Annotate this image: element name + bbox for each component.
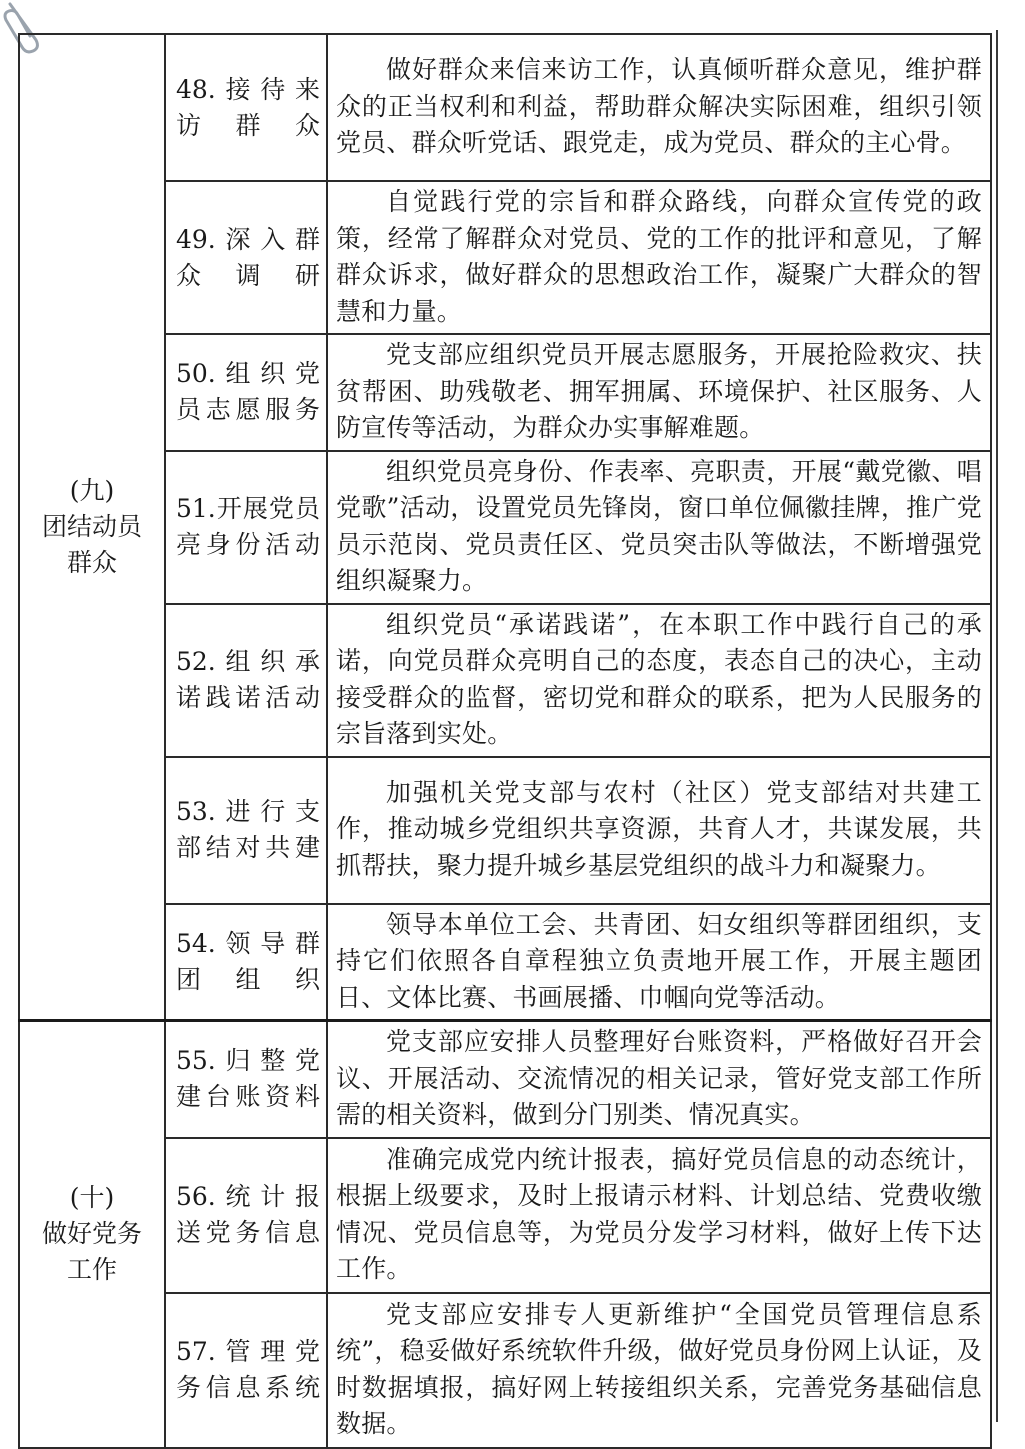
item-title-line1: 统计报 xyxy=(215,1182,320,1211)
item-description: 领导本单位工会、共青团、妇女组织等群团组织，支持它们依照各自章程独立负责地开展工作，开展主题团日、文体比赛、书画展播、巾帼向党等活动。 xyxy=(327,904,991,1021)
item-title-cell xyxy=(165,757,327,904)
item-description: 组织党员亮身份、作表率、亮职责，开展“戴党徽、唱党歌”活动，设置党员先锋岗，窗口单位佩徽挂牌，推广党员示范岗、党员责任区、党员突击队等做法，不断增强党组织凝聚力。 xyxy=(327,451,991,604)
category-title-line2: 工作 xyxy=(66,1255,117,1285)
category-cell xyxy=(19,34,165,1021)
item-title-cell xyxy=(165,334,327,451)
item-number: 57. xyxy=(176,1337,216,1366)
task-table xyxy=(18,33,992,1449)
table-row xyxy=(19,181,991,334)
item-description: 准确完成党内统计报表，搞好党员信息的动态统计，根据上级要求，及时上报请示材料、计划总结、党费收缴情况、党员信息等，为党员分发学习材料，做好上传下达工作。 xyxy=(327,1138,991,1293)
item-title-line1: 深入群 xyxy=(215,224,320,254)
item-title-line2: 员志愿服务 xyxy=(176,395,320,425)
item-description: 党支部应组织党员开展志愿服务，开展抢险救灾、扶贫帮困、助残敬老、拥军拥属、环境保护、社区服务、人防宣传等活动，为群众办实事解难题。 xyxy=(327,334,991,451)
category-number: (九) xyxy=(69,476,115,505)
item-title-line1: 归整党 xyxy=(215,1046,320,1076)
item-number: 53. xyxy=(176,797,216,826)
item-title-cell xyxy=(165,604,327,757)
item-number: 55. xyxy=(176,1046,216,1076)
table-row xyxy=(19,1138,991,1293)
item-number: 54. xyxy=(176,928,216,958)
item-title-line2: 访群众 xyxy=(176,110,320,140)
table-row xyxy=(19,334,991,451)
item-title-line2: 送党务信息 xyxy=(176,1218,320,1247)
category-title-line1: 做好党务 xyxy=(41,1219,142,1249)
item-title-line1: 组织承 xyxy=(215,647,320,676)
table-row xyxy=(19,904,991,1021)
table-row xyxy=(19,604,991,757)
item-title-line1: 接待来 xyxy=(215,74,320,104)
item-title-line2: 众调研 xyxy=(176,260,320,290)
item-title-cell xyxy=(165,181,327,334)
item-title-cell xyxy=(165,1293,327,1448)
item-title-cell xyxy=(165,904,327,1021)
item-title-line2: 务信息系统 xyxy=(176,1373,320,1402)
item-description: 自觉践行党的宗旨和群众路线，向群众宣传党的政策，经常了解群众对党员、党的工作的批评和意见，了解群众诉求，做好群众的思想政治工作，凝聚广大群众的智慧和力量。 xyxy=(327,181,991,334)
table-row xyxy=(19,1293,991,1448)
item-number: 52. xyxy=(176,647,216,676)
table-row xyxy=(19,34,991,181)
category-cell xyxy=(19,1021,165,1448)
item-title-line2: 团组织 xyxy=(176,964,320,994)
item-description: 党支部应安排专人更新维护“全国党员管理信息系统”，稳妥做好系统软件升级，做好党员身份网上认证，及时数据填报，搞好网上转接组织关系，完善党务基础信息数据。 xyxy=(327,1293,991,1448)
table-row xyxy=(19,1021,991,1138)
item-description: 做好群众来信来访工作，认真倾听群众意见，维护群众的正当权利和利益，帮助群众解决实际困难，组织引领党员、群众听党话、跟党走，成为党员、群众的主心骨。 xyxy=(327,34,991,181)
category-title-line2: 群众 xyxy=(66,548,117,577)
category-number: (十) xyxy=(69,1183,115,1213)
item-title-line1: 组织党 xyxy=(215,359,320,389)
item-number: 48. xyxy=(176,74,216,104)
item-title-cell xyxy=(165,1138,327,1293)
category-title-line1: 团结动员 xyxy=(41,512,142,541)
item-description: 加强机关党支部与农村（社区）党支部结对共建工作，推动城乡党组织共享资源，共育人才，共谋发展，共抓帮扶，聚力提升城乡基层党组织的战斗力和凝聚力。 xyxy=(327,757,991,904)
table-row xyxy=(19,451,991,604)
item-title-line2: 诺践诺活动 xyxy=(176,683,320,712)
item-title-cell xyxy=(165,34,327,181)
item-description: 党支部应安排人员整理好台账资料，严格做好召开会议、开展活动、交流情况的相关记录，管好党支部工作所需的相关资料，做到分门别类、情况真实。 xyxy=(327,1021,991,1138)
item-description: 组织党员“承诺践诺”，在本职工作中践行自己的承诺，向党员群众亮明自己的态度，表态自己的决心，主动接受群众的监督，密切党和群众的联系，把为人民服务的宗旨落到实处。 xyxy=(327,604,991,757)
item-title-cell xyxy=(165,451,327,604)
item-title-line1: 开展党员 xyxy=(215,494,320,523)
item-number: 50. xyxy=(176,359,216,389)
item-title-cell xyxy=(165,1021,327,1138)
item-title-line1: 领导群 xyxy=(215,928,320,958)
item-title-line2: 部结对共建 xyxy=(176,833,320,862)
item-title-line1: 管理党 xyxy=(215,1337,320,1366)
table-row xyxy=(19,757,991,904)
page-border-rule xyxy=(996,30,998,1422)
item-number: 49. xyxy=(176,224,216,254)
item-title-line1: 进行支 xyxy=(215,797,320,826)
item-number: 51. xyxy=(176,494,216,523)
item-number: 56. xyxy=(176,1182,216,1211)
item-title-line2: 建台账资料 xyxy=(176,1082,320,1112)
item-title-line2: 亮身份活动 xyxy=(176,530,320,559)
